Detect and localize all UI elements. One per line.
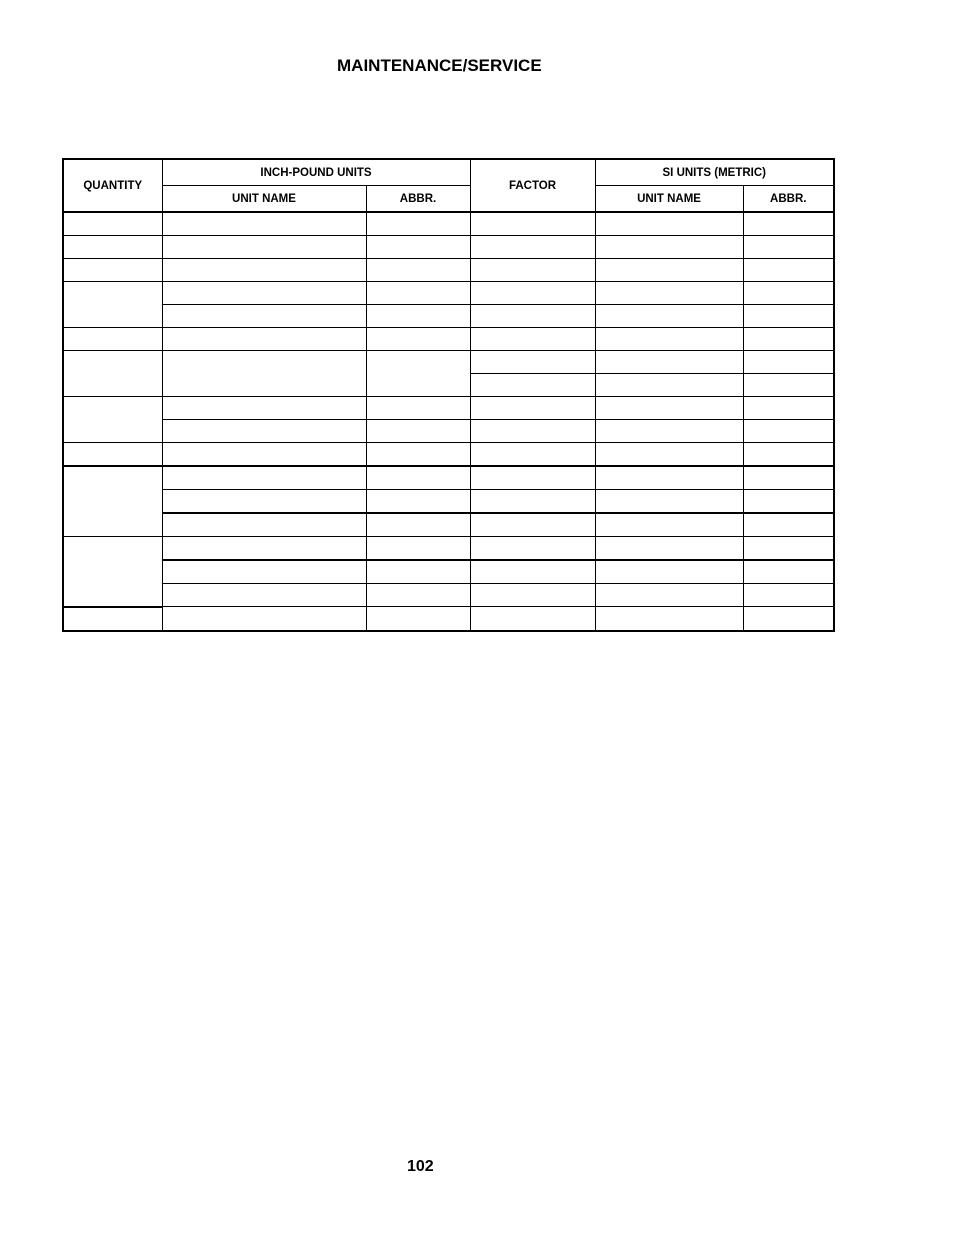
table-row [63, 351, 834, 374]
header-inch-abbr: ABBR. [366, 186, 470, 213]
table-row [63, 466, 834, 490]
header-si-abbr: ABBR. [743, 186, 834, 213]
page-title: MAINTENANCE/SERVICE [337, 56, 542, 75]
header-inch-pound-units: INCH-POUND UNITS [162, 159, 470, 186]
table-row [63, 328, 834, 351]
table-row [63, 537, 834, 561]
table-row [63, 236, 834, 259]
header-inch-unit-name: UNIT NAME [162, 186, 366, 213]
header-si-units: SI UNITS (METRIC) [595, 159, 834, 186]
table-row [63, 513, 834, 537]
table-row [63, 420, 834, 443]
table-row [63, 305, 834, 328]
header-factor: FACTOR [470, 159, 595, 212]
table-row [63, 607, 834, 631]
table-row [63, 282, 834, 305]
table-row [63, 259, 834, 282]
page-number: 102 [407, 1158, 434, 1175]
table-row [63, 490, 834, 514]
header-si-unit-name: UNIT NAME [595, 186, 743, 213]
header-quantity: QUANTITY [63, 159, 162, 212]
table-row [63, 443, 834, 467]
table-row [63, 584, 834, 607]
table-row [63, 397, 834, 420]
table-row [63, 212, 834, 236]
unit-conversion-table [62, 158, 835, 632]
table-row [63, 560, 834, 584]
